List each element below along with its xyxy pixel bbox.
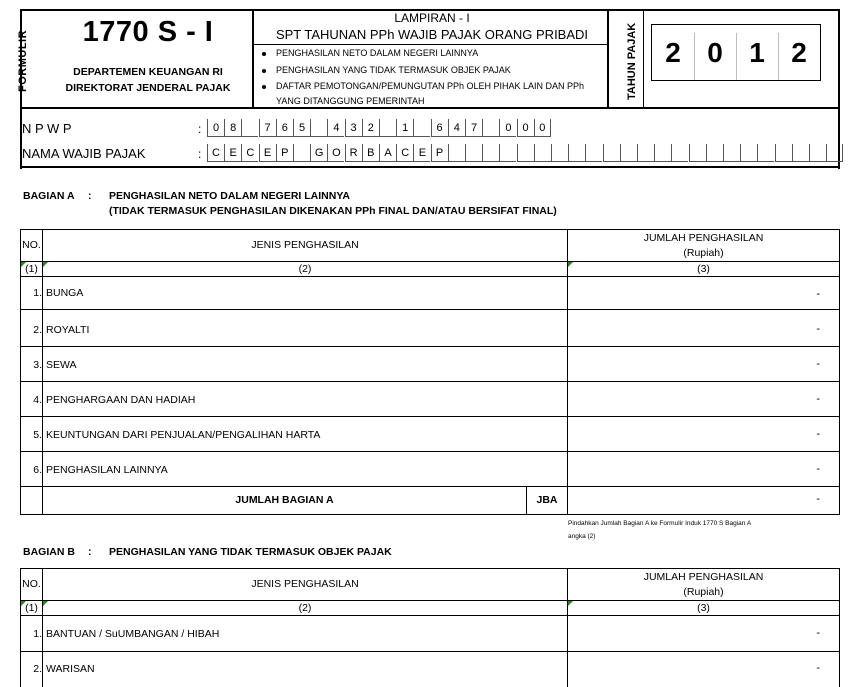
char-cell: 4 (448, 119, 465, 137)
char-cell: O (327, 144, 344, 162)
row-amount[interactable]: - (816, 627, 820, 639)
col-jenis-header: JENIS PENGHASILAN (251, 578, 359, 590)
row-label: ROYALTI (46, 324, 90, 336)
bagian-b-prefix: BAGIAN B (23, 546, 75, 558)
spt-title: SPT TAHUNAN PPh WAJIB PAJAK ORANG PRIBADI (275, 27, 589, 42)
total-label: JUMLAH BAGIAN A (235, 494, 334, 506)
row-label: SEWA (46, 359, 77, 371)
row-number: 6. (33, 464, 42, 476)
bagian-a-title: PENGHASILAN NETO DALAM NEGERI LAINNYA (109, 190, 350, 202)
char-cell (775, 144, 792, 162)
char-cell: E (259, 144, 276, 162)
dept-line-1: DEPARTEMEN KEUANGAN RI (73, 66, 223, 78)
row-label: BANTUAN / SuUMBANGAN / HIBAH (46, 628, 220, 640)
row-label: KEUNTUNGAN DARI PENJUALAN/PENGALIHAN HARTA (46, 429, 321, 441)
char-cell: 0 (207, 119, 224, 137)
year-digit: 0 (707, 37, 723, 68)
char-cell: 8 (224, 119, 241, 137)
npwp-colon: : (198, 122, 202, 136)
row-label: PENGHASILAN LAINNYA (46, 464, 168, 476)
char-cell (465, 144, 482, 162)
char-cell: 6 (431, 119, 448, 137)
form-code: 1770 S - I (82, 16, 214, 48)
col-num-3: (3) (697, 263, 710, 275)
bagian-a-subtitle: (TIDAK TERMASUK PENGHASILAN DIKENAKAN PPh FINAL DAN/ATAU BERSIFAT FINAL) (109, 205, 557, 217)
char-cell: C (241, 144, 258, 162)
col-jumlah-header: JUMLAH PENGHASILAN (643, 232, 764, 244)
char-cell (534, 144, 551, 162)
char-cell: A (379, 144, 396, 162)
row-label: PENGHARGAAN DAN HADIAH (46, 394, 196, 406)
total-amount[interactable]: - (816, 493, 820, 505)
char-cell: 0 (499, 119, 516, 137)
col-jumlah-unit: (Rupiah) (683, 586, 724, 598)
total-code: JBA (536, 494, 558, 506)
char-cell: 2 (362, 119, 379, 137)
lampiran-label: LAMPIRAN - I (394, 11, 470, 25)
char-cell: P (276, 144, 293, 162)
col-no-header: NO. (22, 239, 41, 251)
row-number: 5. (33, 429, 42, 441)
char-cell (310, 119, 327, 137)
npwp-label: N P W P (22, 121, 72, 136)
year-digit: 2 (791, 37, 807, 68)
name-colon: : (198, 147, 202, 161)
char-cell: G (310, 144, 327, 162)
char-cell (689, 144, 706, 162)
formulir-label: FORMULIR (17, 29, 29, 92)
char-cell (448, 144, 465, 162)
col-num-3: (3) (697, 602, 710, 614)
col-num-1: (1) (25, 602, 38, 614)
char-cell: E (413, 144, 430, 162)
col-num-2: (2) (298, 263, 312, 275)
char-cell (792, 144, 809, 162)
col-no-header: NO. (22, 578, 41, 590)
bullet-dot-icon (262, 52, 266, 56)
row-number: 1. (33, 287, 42, 299)
char-cell (482, 144, 499, 162)
char-cell (568, 144, 585, 162)
row-number: 1. (33, 628, 42, 640)
char-cell: C (207, 144, 224, 162)
char-cell (585, 144, 602, 162)
char-cell (293, 144, 310, 162)
transfer-note: Pindahkan Jumlah Bagian A ke Formulir Induk 1770 S Bagian A (568, 520, 752, 527)
bullet-dot-icon (262, 69, 266, 73)
char-cell: R (345, 144, 362, 162)
char-cell: 3 (345, 119, 362, 137)
char-cell (826, 144, 843, 162)
col-jumlah-header: JUMLAH PENGHASILAN (643, 571, 764, 583)
char-cell: B (362, 144, 379, 162)
char-cell (603, 144, 620, 162)
char-cell (413, 119, 430, 137)
bagian-a-colon: : (88, 190, 92, 202)
char-cell (654, 144, 671, 162)
char-cell: 5 (293, 119, 310, 137)
char-cell: 7 (465, 119, 482, 137)
row-label: BUNGA (46, 287, 84, 299)
char-cell: 0 (534, 119, 551, 137)
row-number: 2. (33, 324, 42, 336)
char-cell (757, 144, 774, 162)
bagian-a-prefix: BAGIAN A (23, 190, 75, 202)
char-cell (482, 119, 499, 137)
row-amount[interactable]: - (816, 323, 820, 335)
char-cell: E (224, 144, 241, 162)
char-cell: 1 (396, 119, 413, 137)
row-amount[interactable]: - (816, 288, 820, 300)
col-num-2: (2) (298, 602, 312, 614)
char-cell: 0 (517, 119, 534, 137)
bullet-dot-icon (262, 85, 266, 89)
row-amount[interactable]: - (816, 393, 820, 405)
col-jenis-header: JENIS PENGHASILAN (251, 239, 359, 251)
char-cell (723, 144, 740, 162)
tax-year-box[interactable] (651, 24, 821, 81)
char-cell (379, 119, 396, 137)
col-jumlah-unit: (Rupiah) (683, 247, 724, 259)
row-amount[interactable]: - (816, 428, 820, 440)
name-label: NAMA WAJIB PAJAK (22, 146, 146, 161)
char-cell (637, 144, 654, 162)
row-number: 2. (33, 663, 42, 675)
char-cell: 7 (259, 119, 276, 137)
char-cell (517, 144, 534, 162)
year-digit: 2 (665, 37, 681, 68)
char-cell: 4 (327, 119, 344, 137)
bagian-b-colon: : (88, 546, 92, 558)
char-cell (620, 144, 637, 162)
char-cell (740, 144, 757, 162)
tahun-pajak-label: TAHUN PAJAK (626, 22, 638, 100)
char-cell (706, 144, 723, 162)
char-cell: 6 (276, 119, 293, 137)
row-label: WARISAN (46, 663, 95, 675)
row-amount[interactable]: - (816, 358, 820, 370)
char-cell (551, 144, 568, 162)
dept-line-2: DIREKTORAT JENDERAL PAJAK (65, 82, 231, 94)
transfer-note-line-2: angka (2) (568, 533, 596, 540)
char-cell (499, 144, 516, 162)
row-number: 4. (33, 394, 42, 406)
row-number: 3. (33, 359, 42, 371)
char-cell: P (431, 144, 448, 162)
bagian-b-title: PENGHASILAN YANG TIDAK TERMASUK OBJEK PAJAK (109, 546, 392, 558)
col-num-1: (1) (25, 263, 38, 275)
char-cell: C (396, 144, 413, 162)
row-amount[interactable]: - (816, 463, 820, 475)
year-digit: 1 (749, 37, 765, 68)
char-cell (671, 144, 688, 162)
char-cell (809, 144, 826, 162)
char-cell (241, 119, 258, 137)
row-amount[interactable]: - (816, 662, 820, 674)
